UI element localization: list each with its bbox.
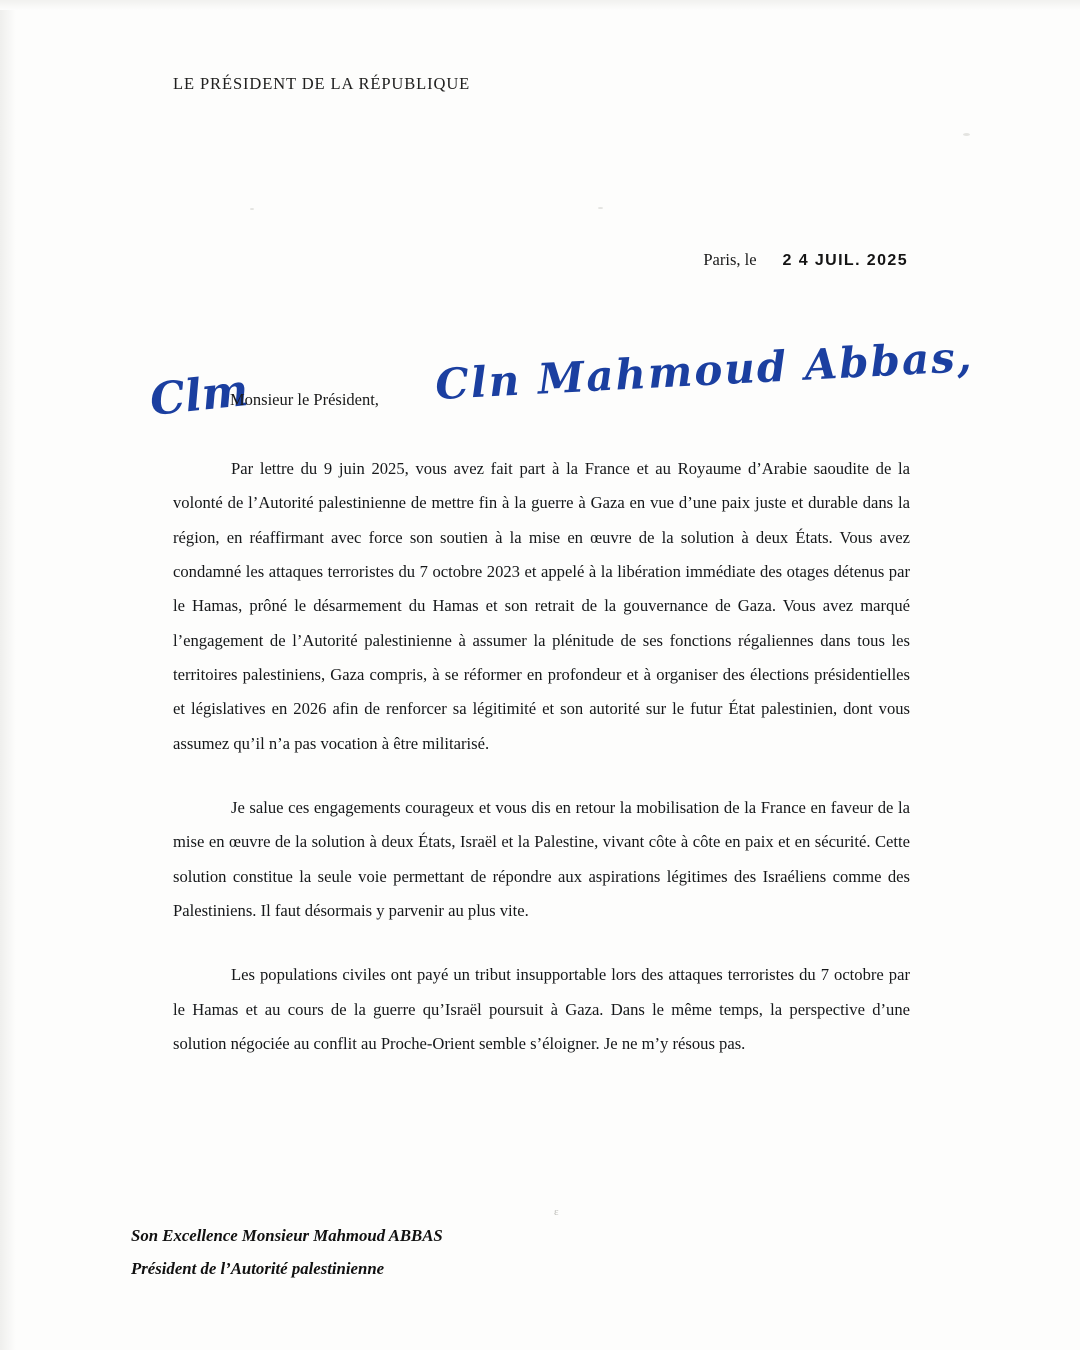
recipient-block xyxy=(131,1220,443,1286)
scan-speck xyxy=(963,133,970,136)
scan-speck xyxy=(598,207,603,209)
scan-speck xyxy=(250,208,254,210)
scan-edge-top xyxy=(0,0,1080,10)
handwritten-initial: Clm xyxy=(147,365,251,426)
salutation-row xyxy=(147,331,975,458)
letterhead-title: LE PRÉSIDENT DE LA RÉPUBLIQUE xyxy=(173,74,471,93)
paragraph-1: Par lettre du 9 juin 2025, vous avez fait part à la France et au Royaume d’Arabie saoudite de la volonté de l’Autorité palestinienne de mettre fin à la guerre à Gaza en vue d’une paix juste et durable dans la région, en réaffirmant avec force son soutien à la mise en œuvre de la solution à deux États. Vous avez condamné les attaques terroristes du 7 octobre 2023 et appelé à la libération immédiate des otages détenus par le Hamas, prôné le désarmement du Hamas et son retrait de la gouvernance de Gaza. Vous avez marqué l’engagement de l’Autorité palestinienne à assumer la plénitude de ses fonctions régaliennes dans tous les territoires palestiniens, Gaza compris, à se réformer en profondeur et à organiser des élections présidentielles et législatives en 2026 afin de renforcer sa légitimité et son autorité sur le futur État palestinien, dont vous assumez qu’il n’a pas vocation à être militarisé. xyxy=(173,459,910,753)
recipient-name: Son Excellence Monsieur Mahmoud ABBAS xyxy=(131,1226,443,1245)
salutation-text: Monsieur le Président, xyxy=(230,390,379,409)
scan-edge-left xyxy=(0,0,16,1350)
date-line xyxy=(703,250,908,270)
place-label: Paris, le xyxy=(703,250,757,269)
date-stamp: 2 4 JUIL. 2025 xyxy=(782,252,908,269)
recipient-title: Président de l’Autorité palestinienne xyxy=(131,1258,385,1278)
letter-body xyxy=(173,452,910,1062)
faint-scan-mark: ε xyxy=(554,1206,559,1218)
handwritten-signature-greeting: Cln Mahmoud Abbas, xyxy=(434,331,975,410)
paragraph-2: Je salue ces engagements courageux et vous dis en retour la mobilisation de la France en faveur de la mise en œuvre de la solution à deux États, Israël et la Palestine, vivant côte à côte en paix et en sécurité. Cette solution constitue la seule voie permettant de répondre aux aspirations légitimes des Israéliens comme des Palestiniens. Il faut désormais y parvenir au plus vite. xyxy=(173,798,910,921)
paragraph-3: Les populations civiles ont payé un tribut insupportable lors des attaques terroristes du 7 octobre par le Hamas et au cours de la guerre qu’Israël poursuit à Gaza. Dans le même temps, la perspective d’une solution négociée au conflit au Proche-Orient semble s’éloigner. Je ne m’y résous pas. xyxy=(173,965,910,1054)
